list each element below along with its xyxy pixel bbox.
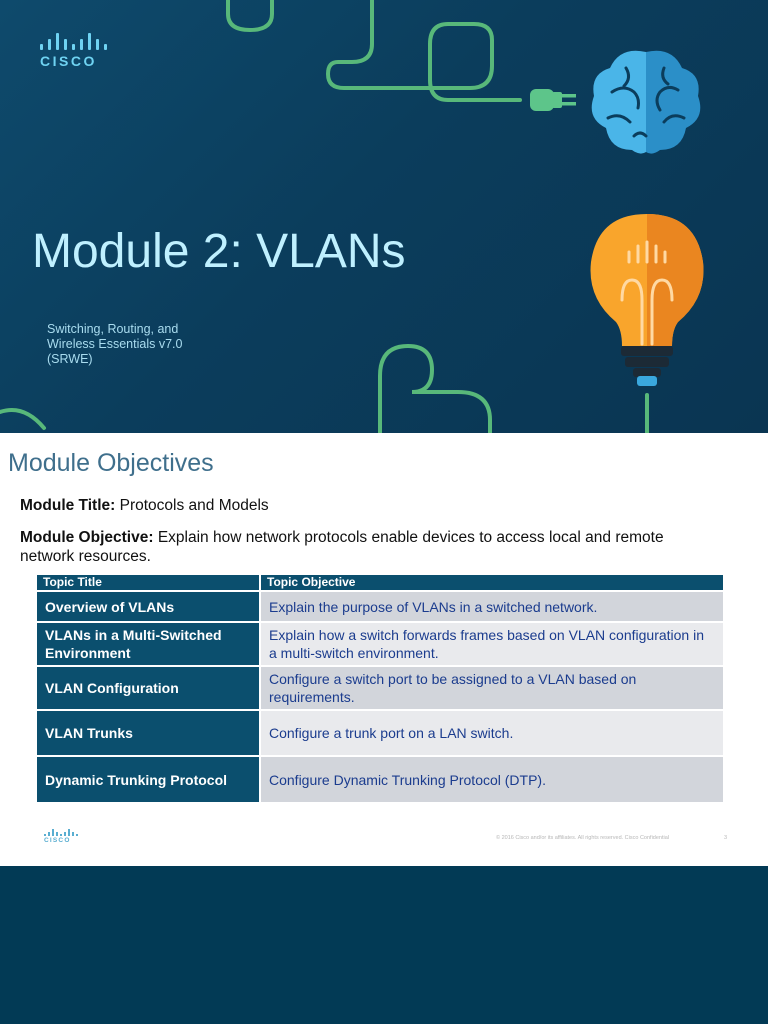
cisco-logo [40,32,107,69]
circuit-decoration [0,0,768,433]
subtitle-line: (SRWE) [47,352,93,366]
table-row [37,756,723,802]
cisco-bars-icon [44,829,78,836]
objectives-heading: Module Objectives [8,449,214,477]
module-title-value: Protocols and Models [119,497,269,514]
header-topic-objective: Topic Objective [260,575,723,591]
module-objective-value: Explain how network protocols enable devices to access local and remote network resources. [20,529,664,565]
topic-objective-cell: Explain the purpose of VLANs in a switched network. [260,591,723,622]
topic-title-cell: Overview of VLANs [37,591,260,622]
topic-title-cell: Dynamic Trunking Protocol [37,756,260,802]
table-row [37,710,723,756]
footer-page-number: 3 [724,835,728,841]
cisco-logo-text: CISCO [40,53,97,69]
table-row [37,591,723,622]
topic-title-cell: VLAN Configuration [37,666,260,710]
module-objective-label: Module Objective: [20,529,154,546]
footer-copyright: © 2016 Cisco and/or its affiliates. All rights reserved. Cisco Confidential [496,835,670,841]
topics-table [37,575,723,802]
module-title-line [20,496,269,515]
course-subtitle [47,322,227,367]
topic-objective-cell: Explain how a switch forwards frames based on VLAN configuration in a multi-switch environment. [260,622,723,666]
footer-cisco-logo [44,829,78,844]
subtitle-line: Wireless Essentials v7.0 [47,337,183,351]
module-objective-line [20,528,720,566]
brain-icon [592,51,701,154]
slide-title: Module 2: VLANs [32,225,406,278]
header-topic-title: Topic Title [37,575,260,591]
topic-objective-cell: Configure a switch port to be assigned to a VLAN based on requirements. [260,666,723,710]
cisco-bars-icon [40,32,107,50]
module-title-label: Module Title: [20,497,116,514]
objectives-slide [0,433,768,866]
title-slide [0,0,768,433]
table-row [37,666,723,710]
topic-title-cell: VLANs in a Multi-Switched Environment [37,622,260,666]
plug-icon [530,89,576,111]
topic-title-cell: VLAN Trunks [37,710,260,756]
subtitle-line: Switching, Routing, and [47,322,179,336]
topic-objective-cell: Configure a trunk port on a LAN switch. [260,710,723,756]
table-row [37,622,723,666]
lightbulb-icon [591,214,704,386]
footer-logo-text: CISCO [44,837,71,844]
topic-objective-cell: Configure Dynamic Trunking Protocol (DTP). [260,756,723,802]
table-header-row [37,575,723,591]
